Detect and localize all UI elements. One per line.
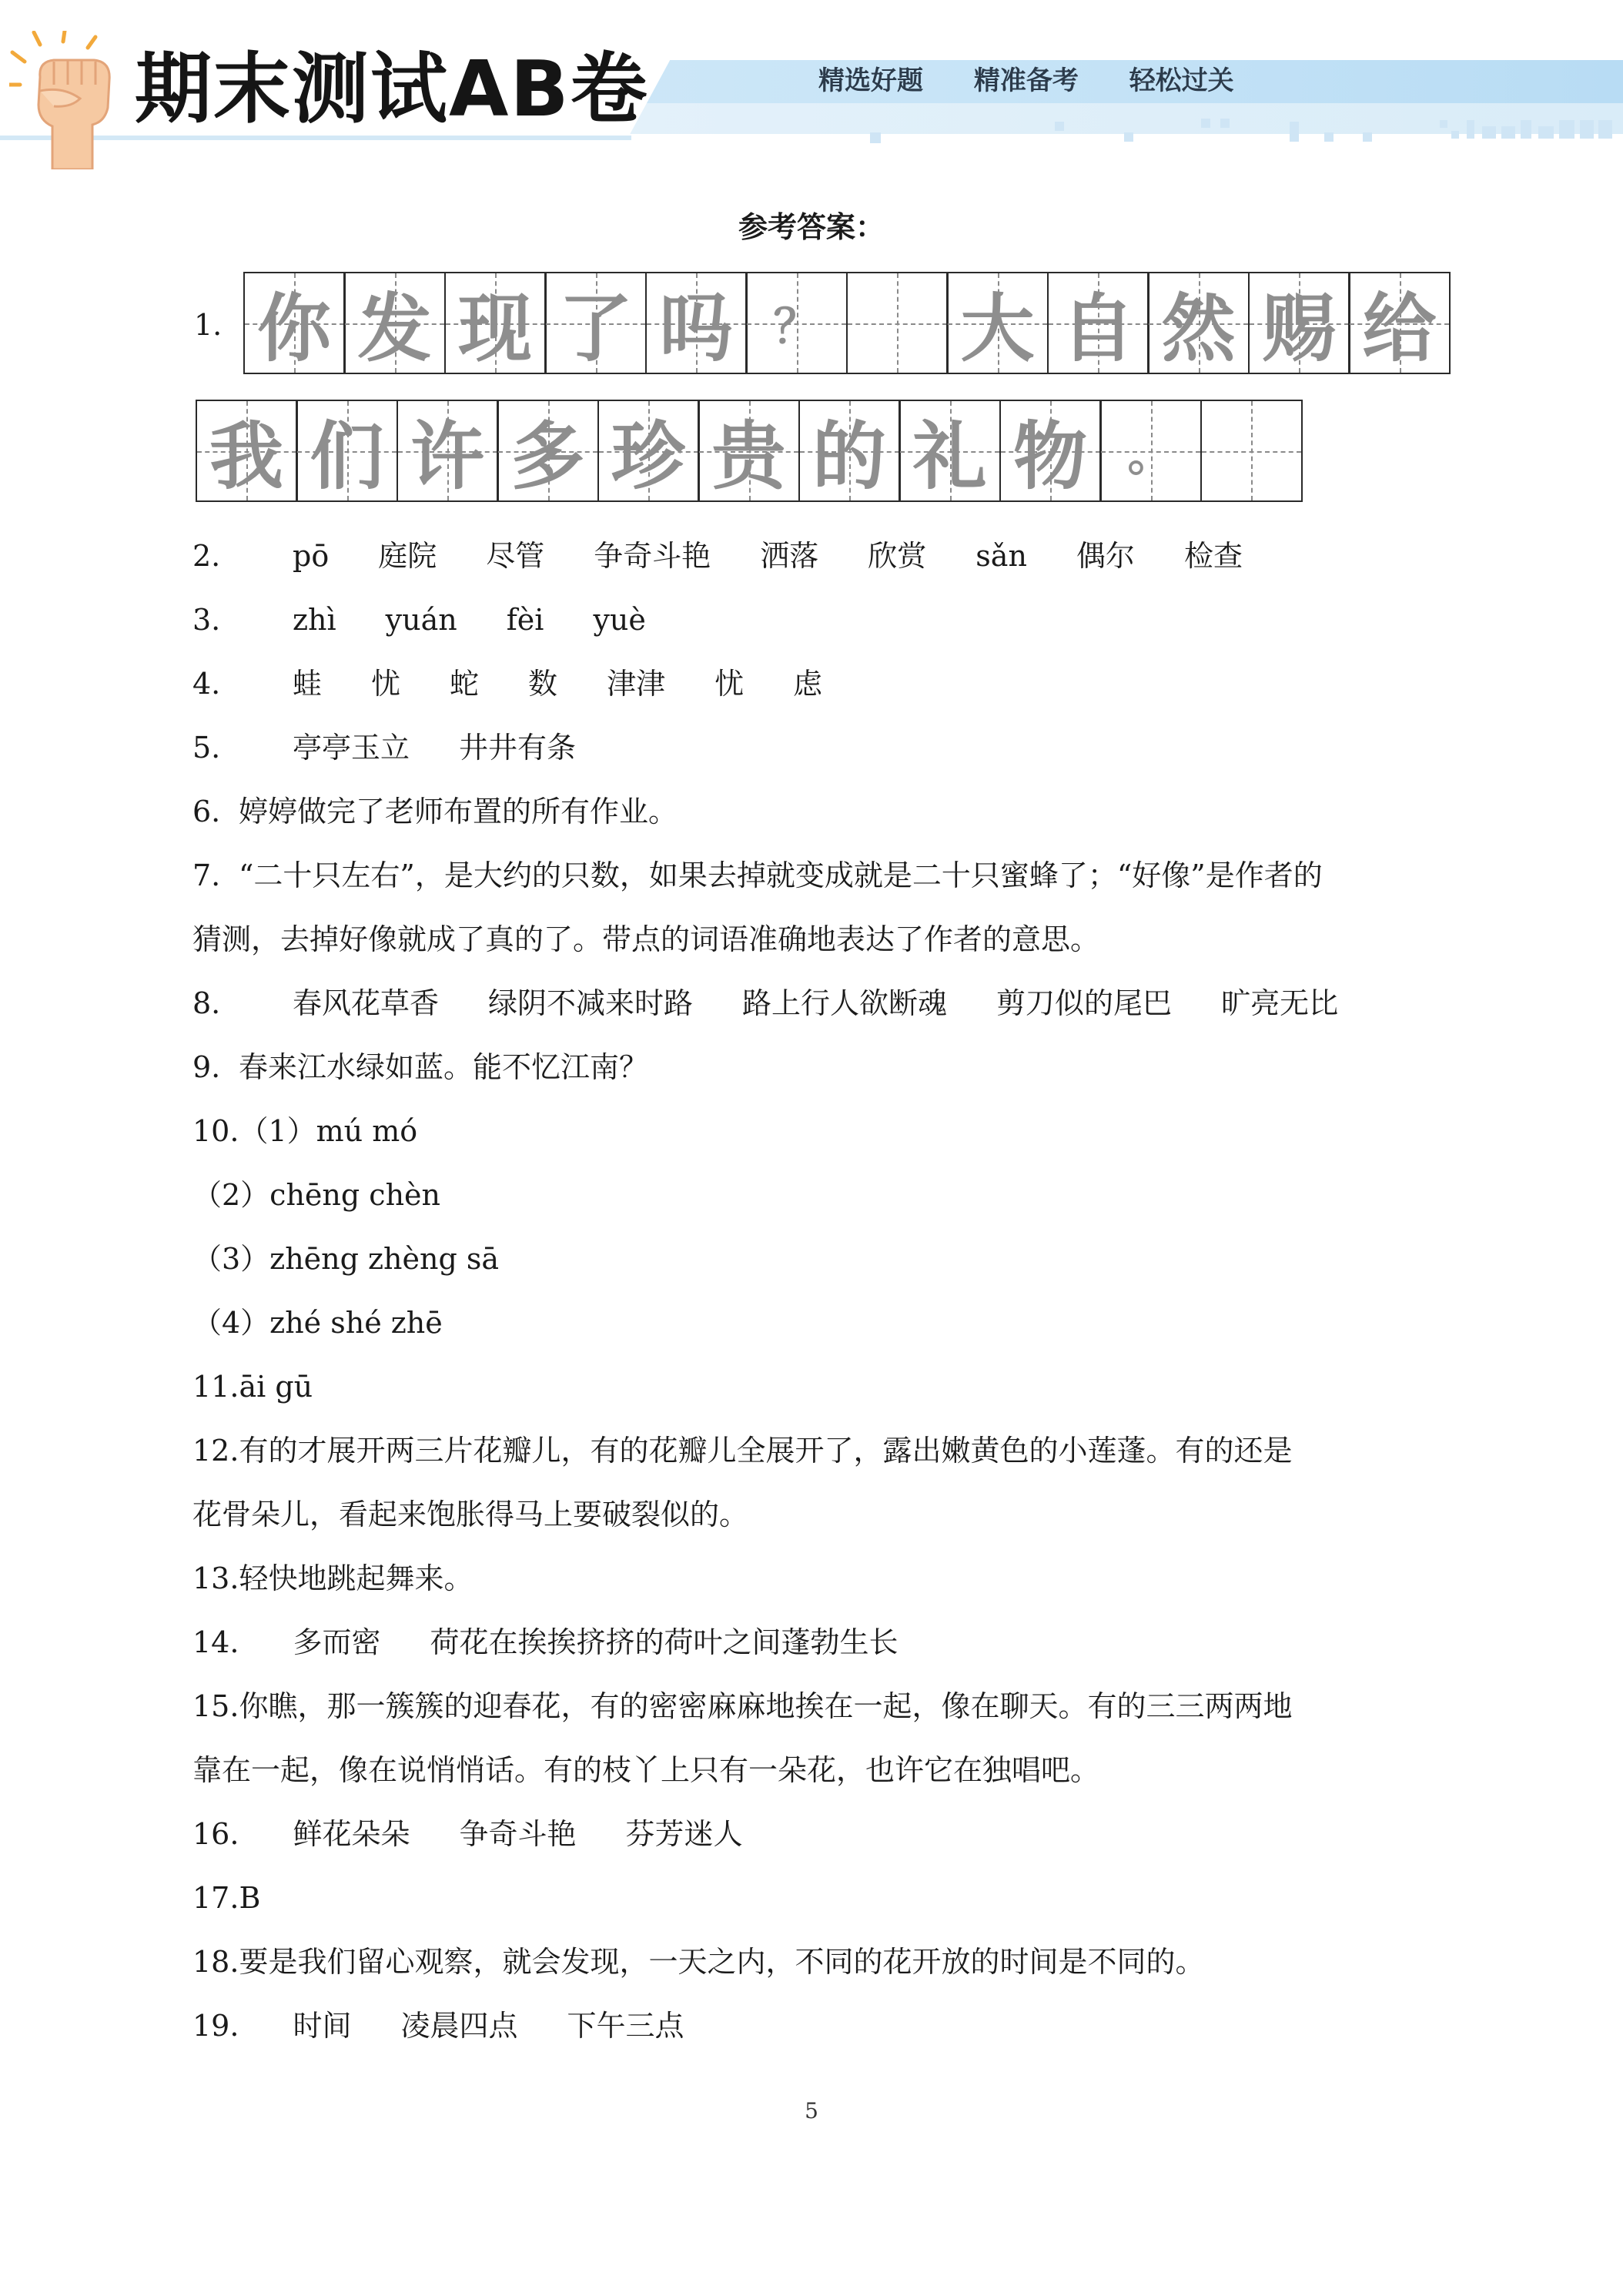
- writing-grid-cell: 吗: [645, 272, 748, 374]
- answer-item: 春风花草香: [293, 986, 440, 1020]
- answer-item: yuè: [593, 603, 646, 637]
- answer-item: 绿阴不减来时路: [488, 986, 694, 1020]
- writing-grid-cell: 珍: [597, 400, 700, 502]
- answer-item: 偶尔: [1076, 539, 1135, 573]
- answer-item: 争奇斗艳: [459, 1817, 577, 1851]
- writing-grid-row: [245, 272, 1451, 374]
- answer-item: 检查: [1183, 539, 1243, 573]
- answer-line: [192, 1419, 1447, 1483]
- page-number: 5: [805, 2098, 818, 2124]
- answer-line: [192, 716, 1447, 780]
- answer-line: [192, 1227, 1447, 1291]
- writing-grid-cell: 。: [1099, 400, 1202, 502]
- answer-number: 19.: [192, 2009, 239, 2043]
- answer-text: 猜测，去掉好像就成了真的了。带点的词语准确地表达了作者的意思。: [192, 922, 1100, 956]
- answer-text: （4）zhé shé zhē: [192, 1306, 443, 1340]
- answer-number: 18.: [192, 1945, 239, 1979]
- writing-grid-cell: 发: [343, 272, 446, 374]
- writing-grid-cell: 你: [243, 272, 346, 374]
- answer-line: [192, 1739, 1447, 1802]
- page-header: [0, 0, 1623, 166]
- answer-text: 要是我们留心观察，就会发现，一天之内，不同的花开放的时间是不同的。: [239, 1945, 1205, 1979]
- header-slogan: [818, 62, 1260, 100]
- writing-grid-cell: 的: [798, 400, 901, 502]
- answer-item: 旷亮无比: [1221, 986, 1339, 1020]
- slogan-item: 精准备考: [973, 65, 1079, 96]
- answer-item: 忧: [371, 667, 401, 701]
- writing-grid-cell: 自: [1047, 272, 1149, 374]
- writing-grid-cell: ？: [745, 272, 848, 374]
- writing-grid-cell: 我: [196, 400, 298, 502]
- answer-text: （2）chēng chèn: [192, 1178, 441, 1212]
- answer-line: [192, 652, 1447, 716]
- answer-line: [192, 1099, 1447, 1163]
- writing-grid-cell: 赐: [1248, 272, 1350, 374]
- answer-number: 2.: [192, 539, 221, 573]
- answer-line: [192, 1866, 1447, 1930]
- answer-item: 庭院: [378, 539, 437, 573]
- question-number: 1.: [194, 308, 223, 342]
- answer-line: [192, 588, 1447, 652]
- answer-item: 下午三点: [567, 2009, 684, 2043]
- answer-item: 洒落: [760, 539, 819, 573]
- answer-text: 春来江水绿如蓝。能不忆江南？: [239, 1050, 649, 1084]
- writing-grid-cell: 们: [296, 400, 398, 502]
- answer-title: 参考答案：: [738, 209, 885, 244]
- answer-item: 数: [528, 667, 558, 701]
- answer-item: pō: [293, 539, 330, 573]
- writing-grid-cell: 现: [444, 272, 547, 374]
- answer-item: sǎn: [975, 539, 1027, 573]
- answer-text: 婷婷做完了老师布置的所有作业。: [239, 795, 678, 828]
- answer-number: 9.: [192, 1050, 221, 1084]
- answer-number: 3.: [192, 603, 221, 637]
- answer-line: [192, 1547, 1447, 1611]
- writing-grid-cell: 贵: [698, 400, 800, 502]
- answer-line: [192, 972, 1447, 1036]
- writing-grid-cell: 给: [1348, 272, 1451, 374]
- writing-grid-cell: 多: [497, 400, 599, 502]
- answer-item: 芬芳迷人: [625, 1817, 743, 1851]
- answer-item: 荷花在挨挨挤挤的荷叶之间蓬勃生长: [430, 1625, 899, 1659]
- slogan-item: 轻松过关: [1129, 65, 1234, 96]
- answer-number: 4.: [192, 667, 221, 701]
- answer-item: 路上行人欲断魂: [742, 986, 948, 1020]
- header-title: 期末测试AB卷: [135, 44, 649, 134]
- answer-number: 8.: [192, 986, 221, 1020]
- answer-number: 10.: [192, 1114, 239, 1148]
- answer-line: [192, 780, 1447, 844]
- answer-text: （1）mú mó: [239, 1114, 418, 1148]
- answer-text: （3）zhēng zhèng sā: [192, 1242, 500, 1276]
- answer-text: “二十只左右”，是大约的只数，如果去掉就变成就是二十只蜜蜂了；“好像”是作者的: [239, 858, 1323, 892]
- writing-grid-cell: 礼: [899, 400, 1001, 502]
- answer-line: [192, 1994, 1447, 2058]
- answer-item: 争奇斗艳: [594, 539, 711, 573]
- answer-item: 鲜花朵朵: [293, 1817, 410, 1851]
- answer-item: 时间: [293, 2009, 352, 2043]
- answer-item: 尽管: [486, 539, 545, 573]
- answer-number: 13.: [192, 1561, 239, 1595]
- answer-item: 蛙: [293, 667, 323, 701]
- answer-number: 5.: [192, 731, 221, 765]
- answer-item: 凌晨四点: [400, 2009, 518, 2043]
- answer-number: 17.: [192, 1881, 239, 1915]
- answer-line: [192, 1675, 1447, 1739]
- writing-grid-cell: 许: [397, 400, 499, 502]
- answer-line: [192, 1036, 1447, 1099]
- answer-item: zhì: [293, 603, 336, 637]
- answer-line: [192, 1483, 1447, 1547]
- answer-text: 靠在一起，像在说悄悄话。有的枝丫上只有一朵花，也许它在独唱吧。: [192, 1753, 1100, 1787]
- writing-grid-cell: 了: [544, 272, 647, 374]
- answer-number: 15.: [192, 1689, 239, 1723]
- writing-grid-cell: [1200, 400, 1303, 502]
- answer-item: 虑: [793, 667, 823, 701]
- answer-item: 井井有条: [459, 731, 577, 765]
- answer-line: [192, 1802, 1447, 1866]
- answer-text: B: [239, 1881, 261, 1915]
- answer-number: 6.: [192, 795, 221, 828]
- answer-line: [192, 1163, 1447, 1227]
- answer-text: 有的才展开两三片花瓣儿，有的花瓣儿全展开了，露出嫩黄色的小莲蓬。有的还是: [239, 1434, 1293, 1468]
- answer-item: 亭亭玉立: [293, 731, 410, 765]
- answer-item: yuán: [385, 603, 457, 637]
- writing-grid-row: [197, 400, 1303, 502]
- answer-item: 蛇: [450, 667, 480, 701]
- answer-number: 12.: [192, 1434, 239, 1468]
- answer-line: [192, 524, 1447, 588]
- writing-grid-cell: [846, 272, 949, 374]
- answer-item: fèi: [506, 603, 544, 637]
- answer-list: [192, 524, 1447, 2058]
- answer-line: [192, 1930, 1447, 1994]
- answer-line: [192, 1611, 1447, 1675]
- answer-item: 剪刀似的尾巴: [996, 986, 1173, 1020]
- answer-line: [192, 1355, 1447, 1419]
- answer-number: 11.: [192, 1370, 239, 1404]
- answer-item: 忧: [714, 667, 745, 701]
- answer-item: 欣赏: [868, 539, 927, 573]
- writing-grid-cell: 物: [999, 400, 1102, 502]
- answer-item: 多而密: [293, 1625, 381, 1659]
- answer-text: 你瞧，那一簇簇的迎春花，有的密密麻麻地挨在一起，像在聊天。有的三三两两地: [239, 1689, 1293, 1723]
- writing-grid-cell: 大: [946, 272, 1049, 374]
- answer-text: 花骨朵儿，看起来饱胀得马上要破裂似的。: [192, 1498, 749, 1531]
- answer-item: 津津: [607, 667, 666, 701]
- answer-number: 14.: [192, 1625, 239, 1659]
- writing-grid-cell: 然: [1147, 272, 1250, 374]
- header-decoration-dots: [870, 115, 1617, 149]
- answer-line: [192, 1291, 1447, 1355]
- answer-number: 16.: [192, 1817, 239, 1851]
- answer-number: 7.: [192, 858, 221, 892]
- slogan-item: 精选好题: [818, 65, 923, 96]
- answer-text: 轻快地跳起舞来。: [239, 1561, 474, 1595]
- raised-fist-icon: [9, 31, 132, 169]
- answer-text: āi gū: [239, 1370, 313, 1404]
- answer-line: [192, 908, 1447, 972]
- answer-line: [192, 844, 1447, 908]
